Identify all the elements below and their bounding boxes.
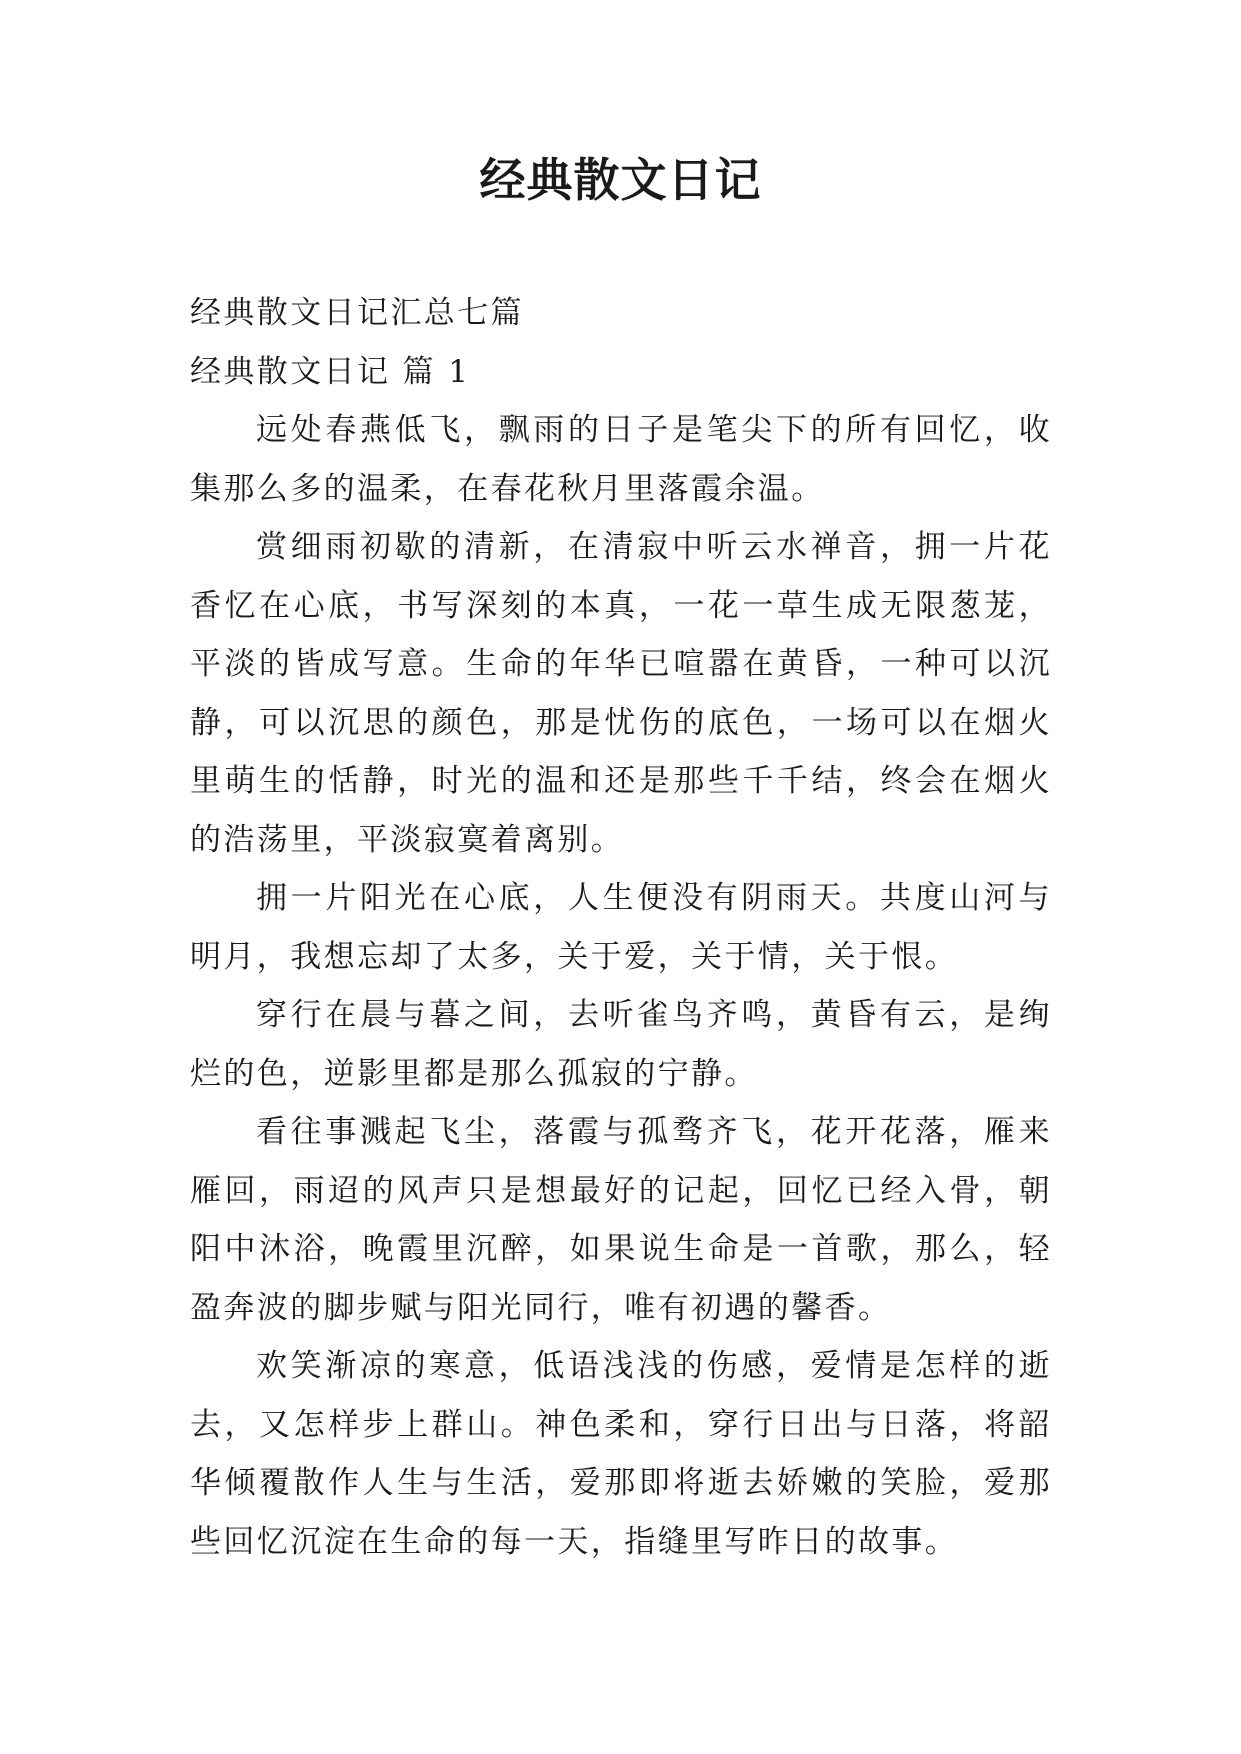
paragraph: 欢笑渐凉的寒意，低语浅浅的伤感，爱情是怎样的逝去，又怎样步上群山。神色柔和，穿行日出与日落，将韶华倾覆散作人生与生活，爱那即将逝去娇嫩的笑脸，爱那些回忆沉淀在生命的每一天，指缝里写昨日的故事。	[190, 1348, 1052, 1560]
document-body	[190, 284, 1052, 1571]
paragraph: 赏细雨初歇的清新，在清寂中听云水禅音，拥一片花香忆在心底，书写深刻的本真，一花一草生成无限葱茏，平淡的皆成写意。生命的年华已喧嚣在黄昏，一种可以沉静，可以沉思的颜色，那是忧伤的底色，一场可以在烟火里萌生的恬静，时光的温和还是那些千千结，终会在烟火的浩荡里，平淡寂寞着离别。	[190, 529, 1052, 858]
paragraph: 拥一片阳光在心底，人生便没有阴雨天。共度山河与明月，我想忘却了太多，关于爱，关于情，关于恨。	[190, 880, 1052, 975]
document-subtitle: 经典散文日记汇总七篇	[190, 295, 524, 331]
paragraph: 穿行在晨与暮之间，去听雀鸟齐鸣，黄昏有云，是绚烂的色，逆影里都是那么孤寂的宁静。	[190, 997, 1052, 1092]
paragraph: 远处春燕低飞，飘雨的日子是笔尖下的所有回忆，收集那么多的温柔，在春花秋月里落霞余温。	[190, 412, 1052, 507]
paragraph: 看往事溅起飞尘，落霞与孤骛齐飞，花开花落，雁来雁回，雨迢的风声只是想最好的记起，回忆已经入骨，朝阳中沐浴，晚霞里沉醉，如果说生命是一首歌，那么，轻盈奔波的脚步赋与阳光同行，唯有初遇的馨香。	[190, 1114, 1052, 1326]
section-heading: 经典散文日记 篇 1	[190, 353, 471, 390]
document-title: 经典散文日记	[479, 153, 762, 207]
